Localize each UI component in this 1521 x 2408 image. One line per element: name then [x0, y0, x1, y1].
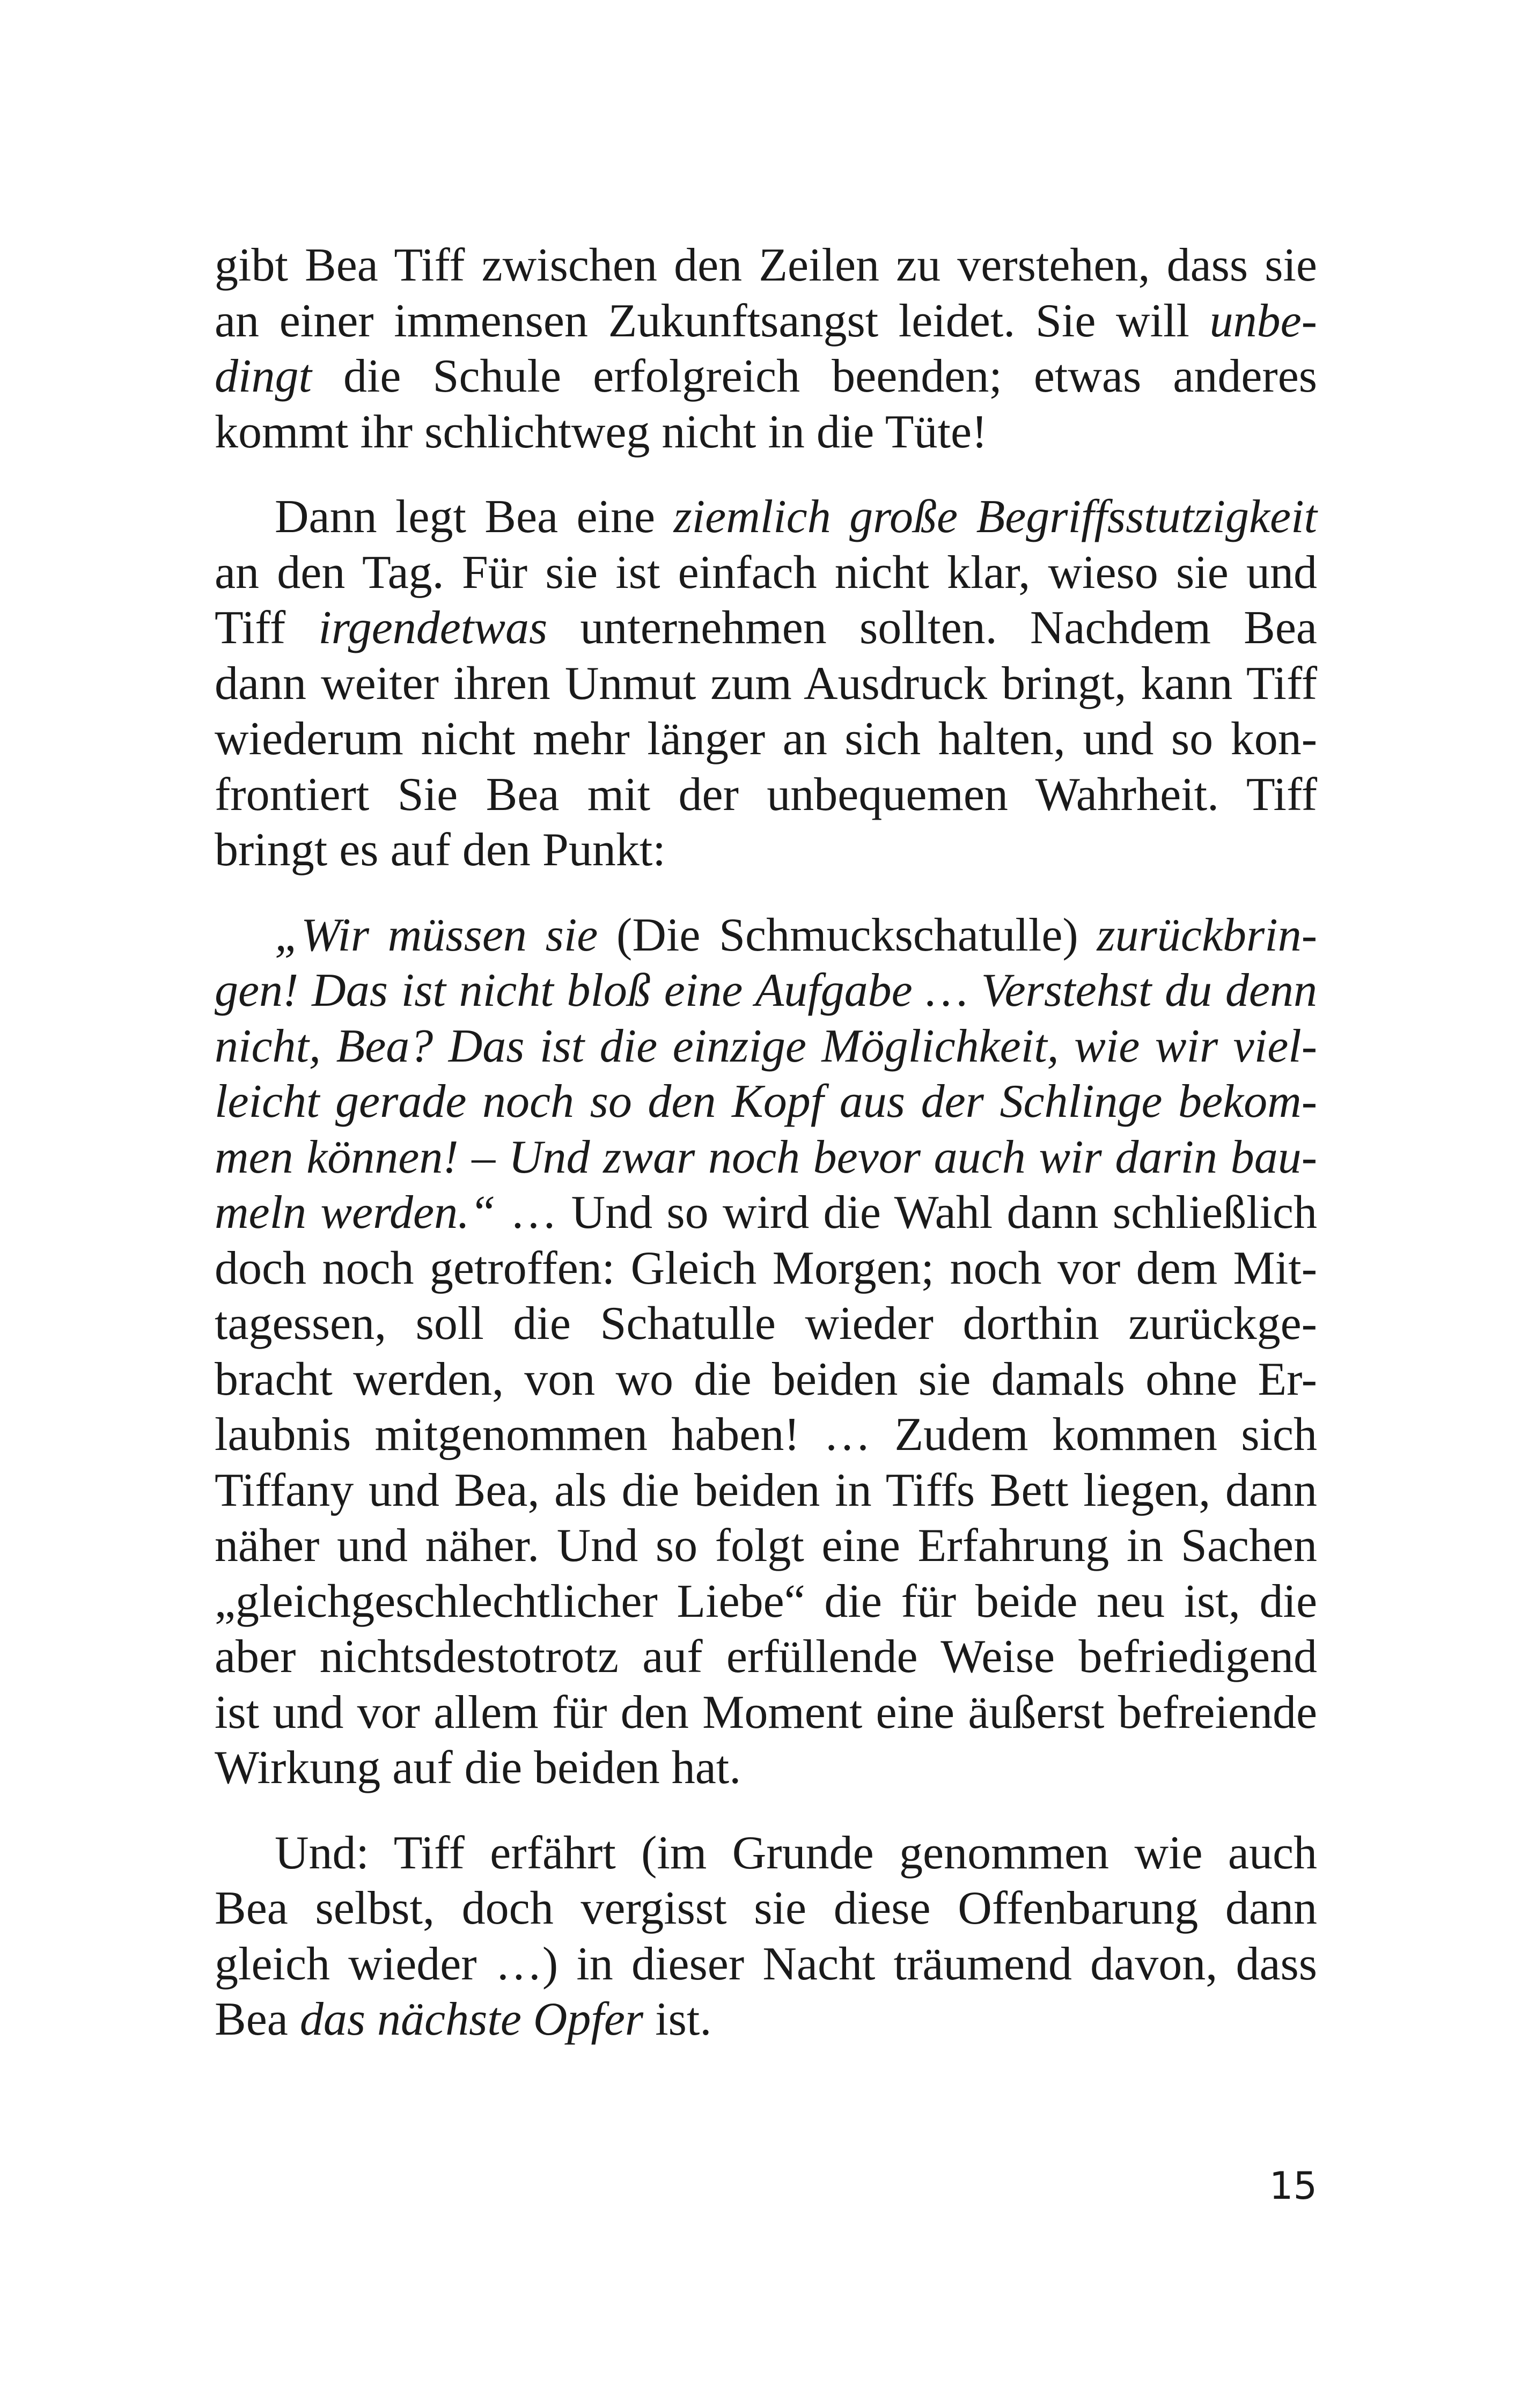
text-line: ist und vor allem für den Moment eine äußerst befreiende	[215, 1686, 1317, 1739]
text-line: „Wir müssen sie (Die Schmuckschatulle) zurückbrin-	[275, 909, 1317, 961]
text-line: kommt ihr schlichtweg nicht in die Tüte!	[215, 406, 988, 458]
text-line: näher und näher. Und so folgt eine Erfahrung in Sachen	[215, 1520, 1317, 1572]
text-line: Bea das nächste Opfer ist.	[215, 1993, 712, 2045]
text-line: dann weiter ihren Unmut zum Ausdruck bringt, kann Tiff	[215, 657, 1317, 710]
text-line: tagessen, soll die Schatulle wieder dorthin zurückge-	[215, 1298, 1317, 1350]
text-line: meln werden.“ … Und so wird die Wahl dann schließlich	[215, 1187, 1317, 1239]
text-line: gibt Bea Tiff zwischen den Zeilen zu verstehen, dass sie	[215, 239, 1317, 291]
text-line: Tiff irgendetwas unternehmen sollten. Nachdem Bea	[215, 602, 1317, 654]
paragraph-3	[215, 908, 1317, 1796]
italic-text: „Wir müssen sie	[275, 909, 598, 961]
text-line: dingt die Schule erfolgreich beenden; etwas anderes	[215, 350, 1317, 402]
text-line: Dann legt Bea eine ziemlich große Begriffsstutzigkeit	[275, 491, 1317, 543]
text-line: gleich wieder …) in dieser Nacht träumend davon, dass	[215, 1938, 1317, 1990]
text-line: an einer immensen Zukunftsangst leidet. Sie will unbe-	[215, 294, 1317, 347]
italic-text: unbe-	[1209, 294, 1317, 347]
paragraph-4	[215, 1825, 1317, 2048]
body-text	[215, 238, 1317, 2048]
italic-text: leicht gerade noch so den Kopf aus der Schlinge bekom-	[215, 1076, 1317, 1128]
text-line	[215, 1074, 1317, 1130]
text-line: bringt es auf den Punkt:	[215, 824, 666, 876]
text-line: Und: Tiff erfährt (im Grunde genommen wie auch	[275, 1827, 1317, 1879]
italic-text: gen! Das ist nicht bloß eine Aufgabe … Verstehst du denn	[215, 964, 1317, 1017]
italic-text: das nächste Opfer	[299, 1993, 644, 2045]
text-line: Tiffany und Bea, als die beiden in Tiffs Bett liegen, dann	[215, 1464, 1317, 1516]
text-line: an den Tag. Für sie ist einfach nicht klar, wieso sie und	[215, 546, 1317, 599]
italic-text: irgendetwas	[318, 602, 548, 654]
italic-text: dingt	[215, 350, 312, 402]
page-number: 15	[1269, 2164, 1317, 2208]
italic-text: ziemlich große Begriffsstutzigkeit	[673, 491, 1317, 543]
text-line: Bea selbst, doch vergisst sie diese Offenbarung dann	[215, 1882, 1317, 1934]
paragraph-2	[215, 489, 1317, 878]
italic-text: meln werden.“	[215, 1187, 496, 1239]
text-line: aber nichtsdestotrotz auf erfüllende Weise befriedigend	[215, 1631, 1317, 1683]
text-line: Wirkung auf die beiden hat.	[215, 1742, 741, 1794]
text-line	[215, 963, 1317, 1019]
text-line: wiederum nicht mehr länger an sich halten, und so kon-	[215, 713, 1317, 765]
text-line	[215, 1130, 1317, 1185]
italic-text: men können! – Und zwar noch bevor auch wir darin bau-	[215, 1131, 1317, 1183]
italic-text: zurückbrin-	[1097, 909, 1317, 961]
paragraph-1	[215, 238, 1317, 460]
text-line: doch noch getroffen: Gleich Morgen; noch vor dem Mit-	[215, 1242, 1317, 1294]
text-line	[215, 1019, 1317, 1074]
italic-text: nicht, Bea? Das ist die einzige Möglichkeit, wie wir viel-	[215, 1020, 1317, 1072]
text-line: laubnis mitgenommen haben! … Zudem kommen sich	[215, 1409, 1317, 1461]
text-line: „gleichgeschlechtlicher Liebe“ die für beide neu ist, die	[215, 1575, 1317, 1628]
text-line: frontiert Sie Bea mit der unbequemen Wahrheit. Tiff	[215, 768, 1317, 821]
text-line: bracht werden, von wo die beiden sie damals ohne Er-	[215, 1353, 1317, 1405]
